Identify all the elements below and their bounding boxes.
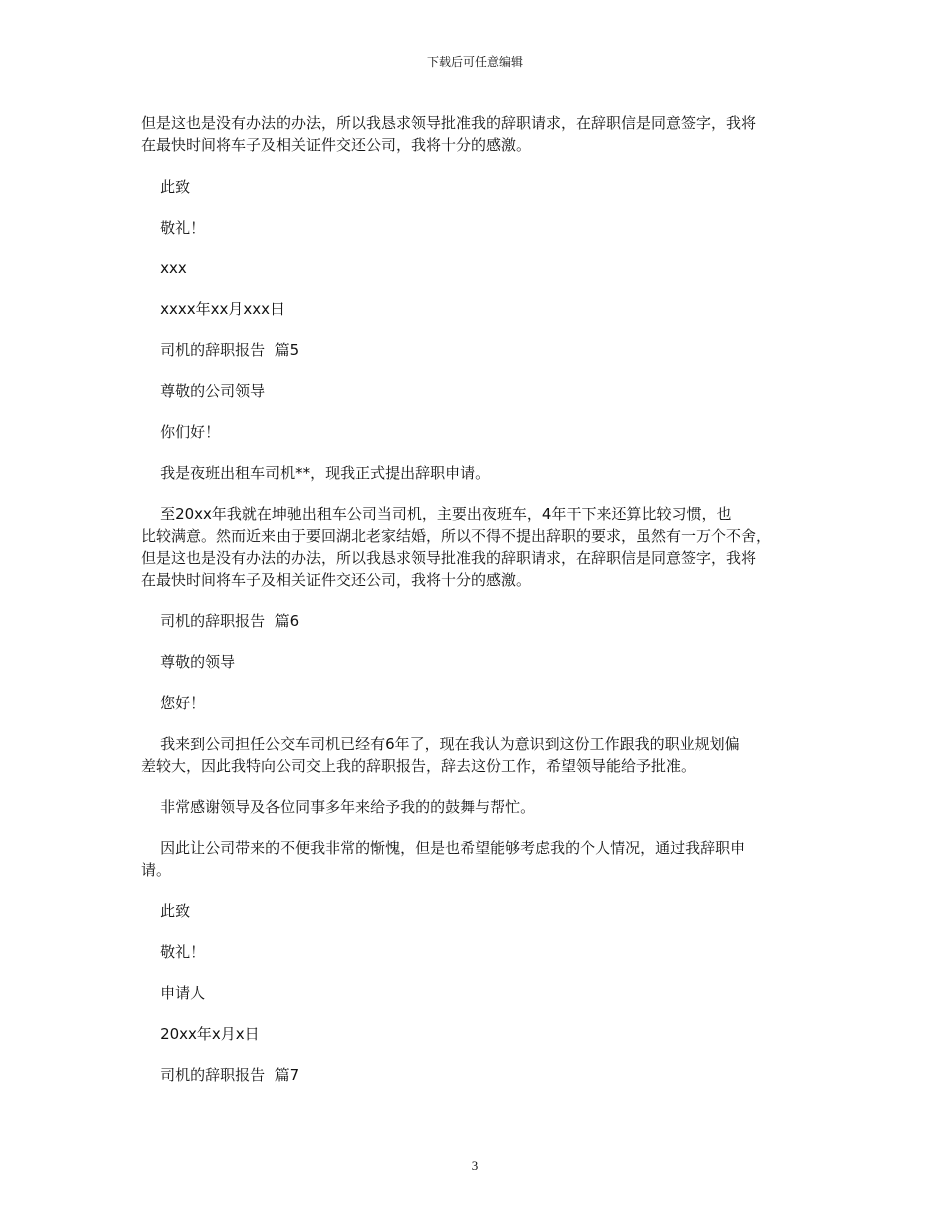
- text-line: 但是这也是没有办法的办法，所以我恳求领导批准我的辞职请求，在辞职信是同意签字，我将: [141, 549, 757, 567]
- text-line: 我来到公司担任公交车司机已经有6年了，现在我认为意识到这份工作跟我的职业规划偏: [141, 735, 740, 753]
- section-title: 司机的辞职报告 篇7: [141, 1066, 300, 1084]
- closing-salutation: 此致: [141, 178, 191, 196]
- text-line: 至20xx年我就在坤驰出租车公司当司机，主要出夜班车，4年干下来还算比较习惯，也: [141, 505, 732, 523]
- paragraph: [141, 503, 817, 591]
- closing-respect: 敬礼！: [141, 219, 206, 237]
- signature-name: 申请人: [141, 984, 206, 1002]
- greeting: 你们好！: [141, 423, 221, 441]
- page-number: 3: [471, 1158, 479, 1173]
- paragraph: [141, 733, 817, 777]
- page-header: 下载后可任意编辑: [426, 55, 523, 69]
- closing-salutation: 此致: [141, 902, 191, 920]
- recipient: 尊敬的公司领导: [141, 382, 266, 400]
- recipient: 尊敬的领导: [141, 653, 236, 671]
- document-body: [141, 112, 817, 1086]
- text-line: 但是这也是没有办法的办法，所以我恳求领导批准我的辞职请求，在辞职信是同意签字，我将: [141, 114, 757, 132]
- text-line: 因此让公司带来的不便我非常的惭愧，但是也希望能够考虑我的个人情况，通过我辞职申: [141, 839, 746, 857]
- text-line: 请。: [141, 861, 172, 879]
- paragraph: 我是夜班出租车司机**，现我正式提出辞职申请。: [141, 464, 491, 482]
- paragraph: [141, 837, 817, 881]
- text-line: 差较大，因此我特向公司交上我的辞职报告，辞去这份工作，希望领导能给予批准。: [141, 757, 697, 775]
- signature-date: xxxx年xx月xxx日: [141, 300, 285, 318]
- section-title: 司机的辞职报告 篇5: [141, 341, 300, 359]
- signature-date: 20xx年x月x日: [141, 1025, 260, 1043]
- section-title: 司机的辞职报告 篇6: [141, 612, 300, 630]
- text-line: 在最快时间将车子及相关证件交还公司，我将十分的感激。: [141, 136, 532, 154]
- signature-name: xxx: [141, 259, 187, 277]
- text-line: 比较满意。然而近来由于要回湖北老家结婚，所以不得不提出辞职的要求，虽然有一万个不舍，: [141, 527, 772, 545]
- closing-respect: 敬礼！: [141, 943, 206, 961]
- text-line: 在最快时间将车子及相关证件交还公司，我将十分的感激。: [141, 571, 532, 589]
- paragraph: [141, 112, 817, 156]
- paragraph: 非常感谢领导及各位同事多年来给予我的的鼓舞与帮忙。: [141, 798, 536, 816]
- greeting: 您好！: [141, 694, 206, 712]
